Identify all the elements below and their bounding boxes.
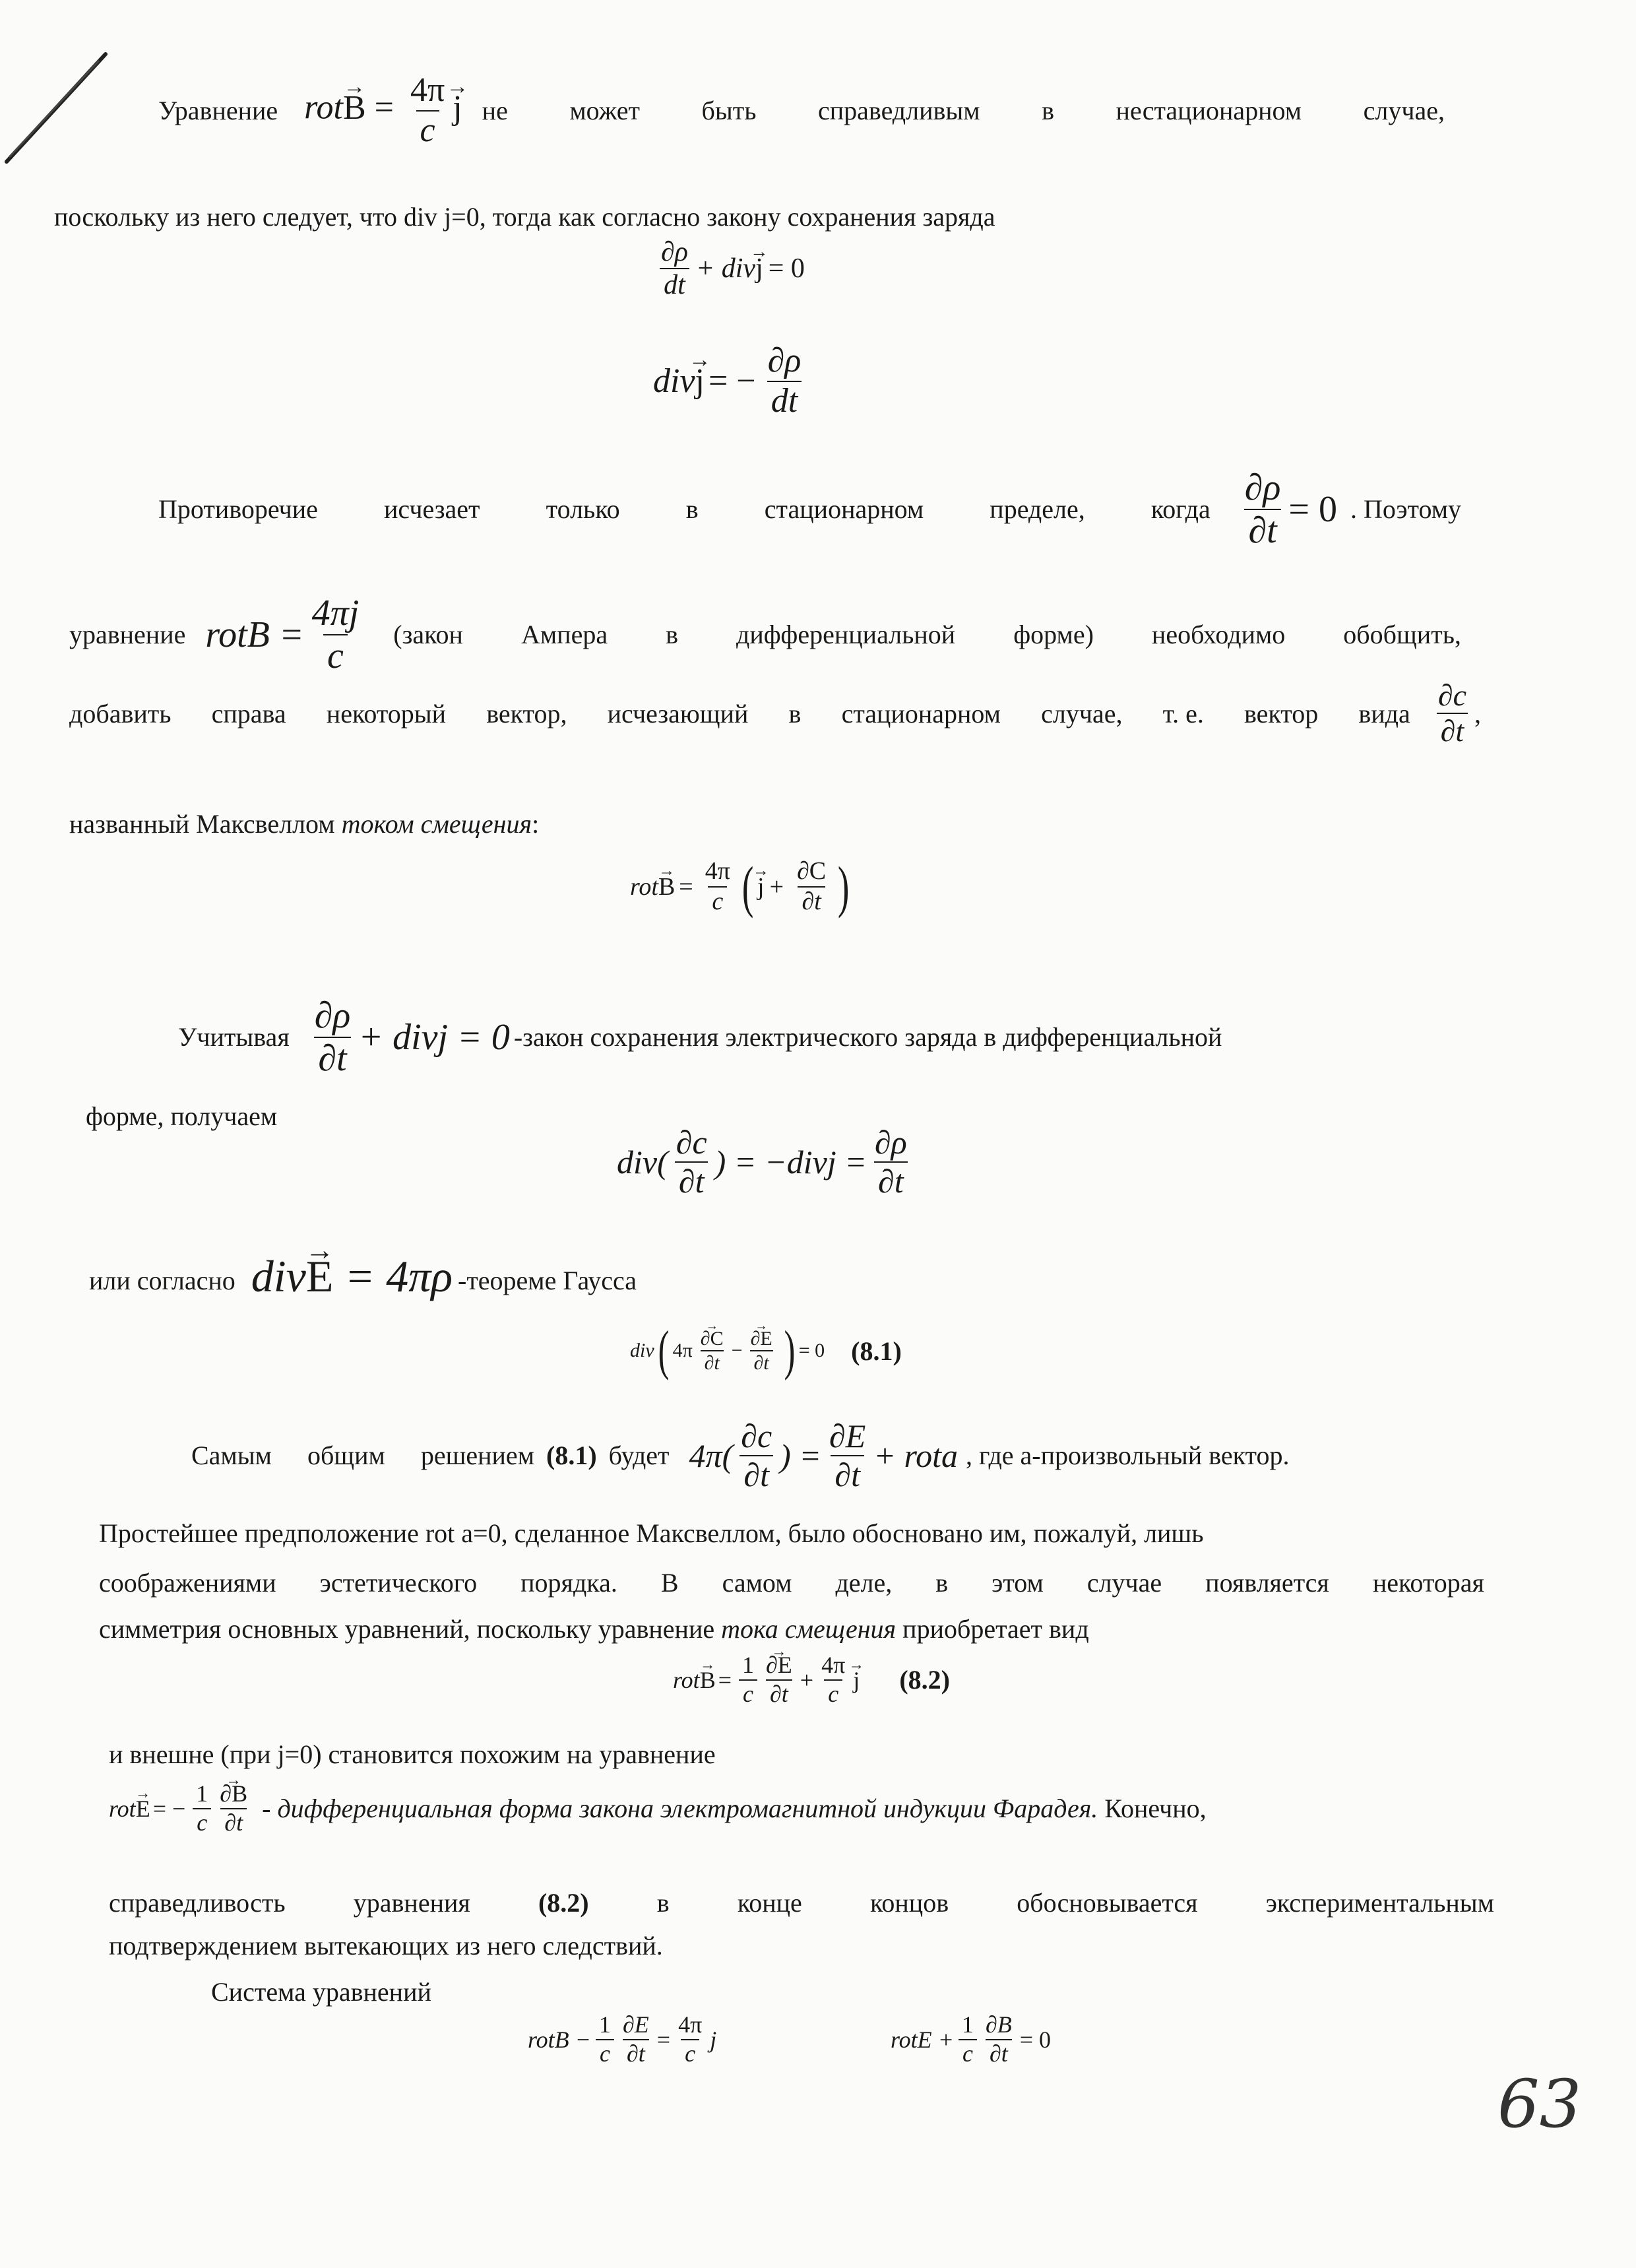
equation-stationary: $\frac{\partial\rho}{\partial t}$ = 0 [1244,467,1337,551]
paragraph-11: rot → E = − $\frac{1}{c}$ → $\frac{\partial B}{\partial t}$ - дифференциальная форма закона электромагнитной индукции Фарадея. Конечно, [109,1782,1207,1836]
equation-system-2: rotE + $\frac{1}{c}$ $\frac{\partial B}{\partial t}$ = 0 [891,2011,1052,2067]
equation-8-2: rot → B = $\frac{1}{c}$ → $\frac{\partial E}{\partial t}$ + $\frac{4\pi}{c}$ → j (8.2) [673,1653,950,1707]
equation-continuity-2: div → j = − $\frac{\partial\rho}{dt}$ [653,343,809,419]
paragraph-6: Учитывая $\frac{\partial\rho}{\partial t}$ + divj = 0 -закон сохранения электрического заряда в дифференциальной [178,995,1222,1079]
paragraph-2: Противоречие исчезает только в стационарном пределе, когда $\frac{\partial\rho}{\partial t}$ = 0 . Поэтому [158,467,1461,551]
paragraph-9-line-2: соображениями эстетического порядка. В самом деле, в этом случае появляется некоторая [99,1568,1484,1598]
paragraph-1-line-1: Уравнение rot→ B = $\frac{4\pi}{c}$ → j не может быть справедливым в нестационарном случае, [158,73,1445,148]
paragraph-12-line-1: справедливость уравнения (8.2) в конце концов обосновывается экспериментальным [109,1888,1494,1918]
paragraph-4: добавить справа некоторый вектор, исчезающий в стационарном случае, т. е. вектор вида $\frac{\partial c}{\partial t}$ , [69,678,1481,748]
equation-displacement-current: rot → B = $\frac{4\pi}{c}$ ( → j + $\frac{\partial C}{\partial t}$ ) [630,858,853,915]
paragraph-5: названный Максвеллом током смещения: [69,809,540,839]
equation-continuity-1: $\frac{\partial\rho}{dt}$ + div → j = 0 [653,238,805,300]
equation-rotB: rot→ B = $\frac{4\pi}{c}$ → j [304,73,462,148]
equation-8-1: div ( 4π → $\frac{\partial C}{\partial t}$ − → $\frac{\partial E}{\partial t}$ ) = 0 (8.1) [630,1323,902,1378]
paragraph-7: или согласно div→ E = 4πρ -теореме Гаусса [89,1254,637,1299]
equation-label-8-1: (8.1) [851,1336,902,1366]
paragraph-1-line-2: поскольку из него следует, что div j=0, тогда как согласно закону сохранения заряда [54,202,995,232]
paragraph-8: Самым общим решением (8.1) будет 4π( $\frac{\partial c}{\partial t}$ ) = $\frac{\partial E}{\partial t}$ + rota , где а-произвольный вектор. [191,1417,1290,1493]
equation-div-c: div( $\frac{\partial c}{\partial t}$ ) = −divj = $\frac{\partial\rho}{\partial t}$ [617,1124,907,1200]
paragraph-3: уравнение rotB = $\frac{4\pi j}{c}$ (закон Ампера в дифференциальной форме) необходимо обобщить, [69,593,1461,676]
equation-general-solution: 4π( $\frac{\partial c}{\partial t}$ ) = $\frac{\partial E}{\partial t}$ + rota [689,1417,959,1493]
paragraph-6-line-2: форме, получаем [86,1101,278,1131]
word: Уравнение [158,96,278,126]
paragraph-9-line-3: симметрия основных уравнений, поскольку уравнение тока смещения приобретает вид [99,1614,1089,1644]
equation-faraday: rot → E = − $\frac{1}{c}$ → $\frac{\partial B}{\partial t}$ [109,1782,255,1836]
equation-label-8-2: (8.2) [899,1665,950,1695]
equation-charge-conservation: $\frac{\partial\rho}{\partial t}$ + divj = 0 [314,995,510,1079]
pen-stroke-mark [0,46,132,178]
equation-ampere: rotB = $\frac{4\pi j}{c}$ [205,593,360,676]
equation-gauss: div→ E = 4πρ [251,1254,453,1299]
paragraph-13: Система уравнений [211,1977,431,2007]
paragraph-10: и внешне (при j=0) становится похожим на уравнение [109,1739,716,1769]
page-number: 63 [1497,2065,1582,2143]
equation-system-1: rotB − $\frac{1}{c}$ $\frac{\partial E}{\partial t}$ = $\frac{4\pi}{c}$ j [528,2011,717,2067]
paragraph-9-line-1: Простейшее предположение rot a=0, сделанное Максвеллом, было обосновано им, пожалуй, лишь [99,1518,1204,1548]
paragraph-12-line-2: подтверждением вытекающих из него следствий. [109,1931,663,1960]
